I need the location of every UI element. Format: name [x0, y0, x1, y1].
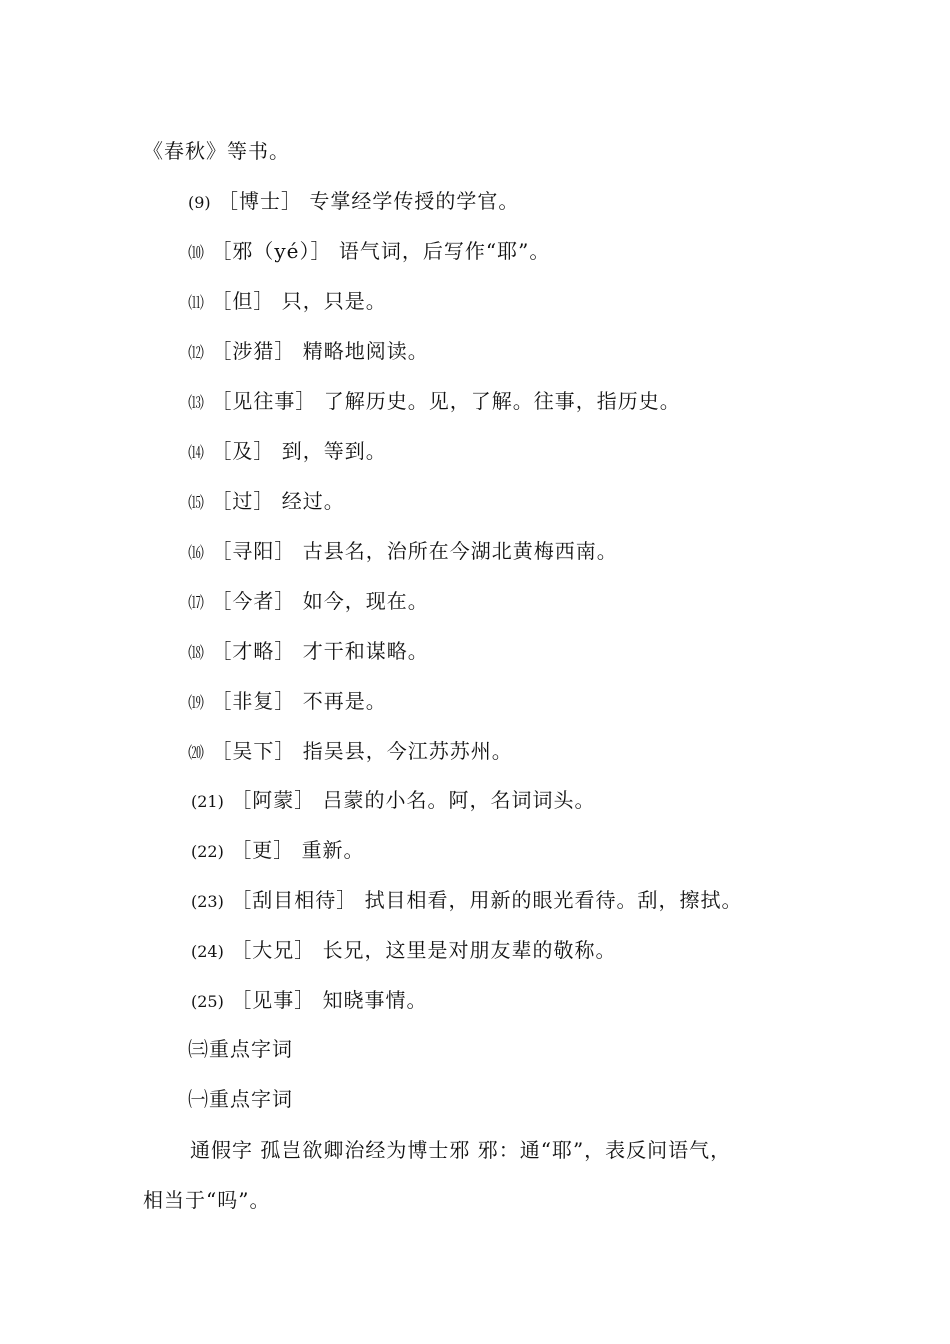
annotation-number: ⒁ — [188, 443, 205, 462]
annotation-number: ⒀ — [188, 393, 205, 412]
text-line: 《春秋》等书。 — [143, 139, 290, 163]
annotation-number: ⒃ — [188, 543, 205, 562]
annotation-definition: 只，只是。 — [281, 289, 387, 313]
annotation-number: (25) — [191, 992, 224, 1011]
annotation-term: ［更］ — [231, 838, 295, 862]
annotation-item — [188, 238, 550, 266]
annotation-item — [188, 588, 429, 616]
annotation-definition: 专掌经学传授的学官。 — [309, 189, 520, 213]
annotation-definition: 拭目相看，用新的眼光看待。刮，擦拭。 — [364, 888, 743, 912]
annotation-item — [188, 338, 429, 366]
section-heading: ㈠重点字词 — [188, 1087, 293, 1111]
annotation-item — [191, 837, 365, 865]
annotation-item — [188, 638, 429, 666]
annotation-number: ⑾ — [188, 293, 205, 312]
annotation-definition: 不再是。 — [302, 689, 387, 713]
annotation-item — [188, 438, 387, 466]
annotation-term: ［见事］ — [231, 988, 316, 1012]
annotation-item — [191, 887, 743, 915]
annotation-term: ［刮目相待］ — [231, 888, 358, 912]
annotation-number: ⒂ — [188, 493, 205, 512]
annotation-definition: 到，等到。 — [281, 439, 387, 463]
annotation-number: ⑽ — [188, 243, 205, 262]
annotation-definition: 如今，现在。 — [302, 589, 429, 613]
annotation-item — [188, 288, 387, 316]
annotation-item — [188, 388, 681, 416]
annotation-item — [191, 987, 428, 1015]
annotation-number: ⒄ — [188, 593, 205, 612]
annotation-number: (22) — [191, 842, 224, 861]
annotation-item — [188, 488, 345, 516]
annotation-number: ⒆ — [188, 693, 205, 712]
annotation-item — [188, 538, 618, 566]
annotation-term: ［但］ — [211, 289, 275, 313]
annotation-term: ［大兄］ — [231, 938, 316, 962]
annotation-definition: 才干和谋略。 — [302, 639, 429, 663]
annotation-item — [191, 787, 596, 815]
text-line: 相当于“吗”。 — [143, 1188, 271, 1212]
annotation-term: ［及］ — [211, 439, 275, 463]
annotation-definition: 经过。 — [281, 489, 345, 513]
annotation-definition: 知晓事情。 — [322, 988, 428, 1012]
annotation-definition: 指吴县，今江苏苏州。 — [302, 739, 513, 763]
annotation-number: (9) — [188, 193, 211, 212]
annotation-term: ［过］ — [211, 489, 275, 513]
annotation-number: (23) — [191, 892, 224, 911]
text-line: 通假字 孤岂欲卿治经为博士邪 邪：通“耶”，表反问语气， — [190, 1138, 732, 1162]
annotation-term: ［吴下］ — [211, 739, 296, 763]
annotation-definition: 精略地阅读。 — [302, 339, 429, 363]
annotation-number: ⑿ — [188, 343, 205, 362]
annotation-definition: 吕蒙的小名。阿，名词词头。 — [322, 788, 596, 812]
annotation-term: ［阿蒙］ — [231, 788, 316, 812]
annotation-term: ［今者］ — [211, 589, 296, 613]
annotation-number: ⒅ — [188, 643, 205, 662]
annotation-definition: 重新。 — [301, 838, 365, 862]
annotation-definition: 古县名，治所在今湖北黄梅西南。 — [302, 539, 618, 563]
annotation-definition: 语气词，后写作“耶”。 — [338, 239, 551, 263]
annotation-term: ［才略］ — [211, 639, 296, 663]
annotation-number: (24) — [191, 942, 224, 961]
annotation-item — [188, 188, 519, 216]
annotation-term: ［非复］ — [211, 689, 296, 713]
section-heading: ㈢重点字词 — [188, 1037, 293, 1061]
annotation-term: ［寻阳］ — [211, 539, 296, 563]
annotation-item — [188, 738, 513, 766]
annotation-term: ［邪（yé）］ — [211, 239, 332, 263]
annotation-number: ⒇ — [188, 743, 205, 762]
annotation-term: ［涉猎］ — [211, 339, 296, 363]
annotation-term: ［见往事］ — [211, 389, 317, 413]
annotation-definition: 了解历史。见，了解。往事，指历史。 — [323, 389, 681, 413]
annotation-number: (21) — [191, 792, 224, 811]
annotation-item — [188, 688, 387, 716]
annotation-definition: 长兄，这里是对朋友辈的敬称。 — [322, 938, 617, 962]
annotation-item — [191, 937, 617, 965]
annotation-term: ［博士］ — [218, 189, 303, 213]
